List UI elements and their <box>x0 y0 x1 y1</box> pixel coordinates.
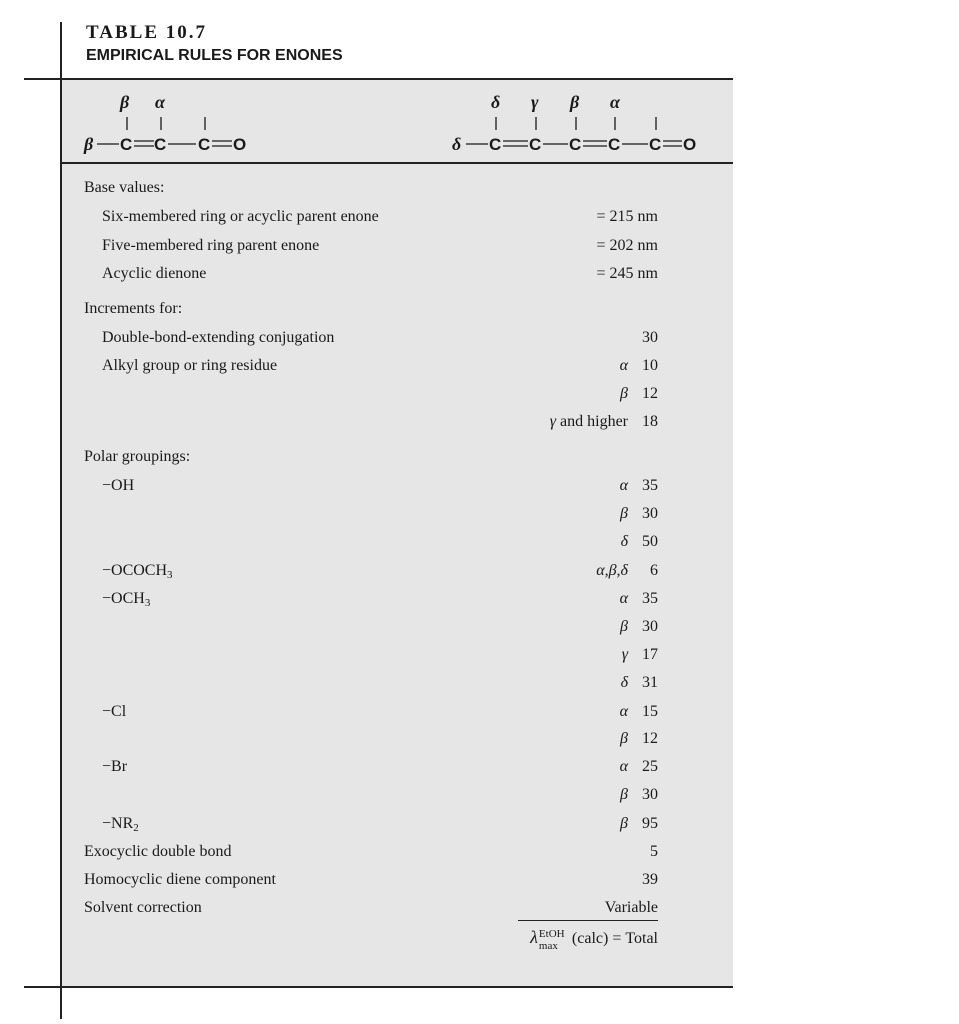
enone-beta-label: β <box>120 92 130 112</box>
row-position: α <box>619 477 628 494</box>
row-value: 17 <box>642 646 658 663</box>
row-position: β <box>620 786 628 803</box>
lambda-symbol: λ <box>530 927 538 947</box>
table-row <box>84 587 658 611</box>
table-row <box>84 234 658 258</box>
dienone-atom-c1: C <box>489 135 502 154</box>
base-values-header: Base values: <box>84 179 165 196</box>
dienone-structure <box>452 84 722 167</box>
row-value: = 245 nm <box>596 265 658 282</box>
row-position: α,β,δ <box>596 562 628 579</box>
enone-atom-c3: C <box>198 135 211 154</box>
enone-alpha-label: α <box>155 92 165 112</box>
table-row <box>84 755 658 779</box>
dienone-alpha-label: α <box>610 92 620 112</box>
table-row <box>84 812 658 836</box>
table-row <box>84 727 658 751</box>
row-value: 39 <box>642 871 658 888</box>
row-value: 31 <box>642 674 658 691</box>
row-label: Acyclic dienone <box>102 265 207 282</box>
row-position: δ <box>620 533 628 550</box>
row-label: Double-bond-extending conjugation <box>102 329 335 346</box>
table-row <box>84 354 658 378</box>
dienone-atom-c4: C <box>608 135 621 154</box>
table-row <box>84 643 658 667</box>
row-position: γ <box>621 646 628 663</box>
table-row <box>84 700 658 724</box>
row-value: = 202 nm <box>596 237 658 254</box>
row-position: α <box>619 357 628 374</box>
row-label: −Cl <box>102 703 127 720</box>
dienone-beta-label: β <box>570 92 580 112</box>
table-number: TABLE 10.7 <box>86 22 208 43</box>
table-row <box>84 326 658 350</box>
row-position: α <box>619 758 628 775</box>
lambda-subscript: max <box>538 940 558 952</box>
dienone-atom-c2: C <box>529 135 542 154</box>
row-value: 35 <box>642 477 658 494</box>
table-row <box>84 783 658 807</box>
row-label: Exocyclic double bond <box>84 843 232 860</box>
total-formula <box>530 925 658 951</box>
row-label: Six-membered ring or acyclic parent enone <box>102 208 379 225</box>
row-value: 30 <box>642 505 658 522</box>
row-position: β <box>620 730 628 747</box>
row-label: $-NR_2$ <box>102 815 139 834</box>
row-value: 15 <box>642 703 658 720</box>
increments-header: Increments for: <box>84 300 183 317</box>
lambda-superscript: EtOH <box>538 928 565 940</box>
row-position: β <box>620 385 628 402</box>
row-value: 50 <box>642 533 658 550</box>
enone-structure <box>84 84 284 167</box>
row-position: β <box>620 815 628 832</box>
table-row <box>84 205 658 229</box>
row-position-suffix: and higher <box>556 413 628 430</box>
table-row <box>84 671 658 695</box>
row-value: 5 <box>650 843 658 860</box>
row-value: 10 <box>642 357 658 374</box>
enone-atom-c2: C <box>154 135 167 154</box>
row-position: β <box>620 618 628 635</box>
dienone-atom-c5: C <box>649 135 662 154</box>
row-value: 95 <box>642 815 658 832</box>
table-row <box>84 868 658 892</box>
total-text: (calc) = Total <box>571 930 658 947</box>
row-value: 18 <box>642 413 658 430</box>
row-label: $-OCOCH_3$ <box>102 562 173 581</box>
table-row <box>84 896 658 920</box>
row-label: −OH <box>102 477 135 494</box>
enone-atom-c1: C <box>120 135 133 154</box>
enone-beta-substituent: β <box>84 134 94 154</box>
enone-atom-o: O <box>233 135 247 154</box>
table-row <box>84 502 658 526</box>
row-value: 25 <box>642 758 658 775</box>
table-row <box>84 410 658 434</box>
table-row <box>84 840 658 864</box>
polar-groupings-header: Polar groupings: <box>84 448 191 465</box>
row-value: Variable <box>604 899 658 916</box>
row-label: Five-membered ring parent enone <box>102 237 320 254</box>
row-value: 30 <box>642 329 658 346</box>
dienone-delta-substituent: δ <box>452 134 462 154</box>
table-row <box>84 530 658 554</box>
row-value: 12 <box>642 730 658 747</box>
row-position: γ <box>549 413 557 430</box>
table-row <box>84 559 658 583</box>
dienone-atom-o: O <box>683 135 697 154</box>
row-value: 30 <box>642 786 658 803</box>
row-position: α <box>619 590 628 607</box>
sum-rule <box>518 920 658 921</box>
row-position: β <box>620 505 628 522</box>
table-title: EMPIRICAL RULES FOR ENONES <box>86 47 343 64</box>
row-value: 35 <box>642 590 658 607</box>
row-label: −Br <box>102 758 128 775</box>
table-row <box>84 262 658 286</box>
row-label: Alkyl group or ring residue <box>102 357 278 374</box>
row-position: δ <box>620 674 628 691</box>
bottom-rule <box>24 986 733 988</box>
row-label: Solvent correction <box>84 899 202 916</box>
dienone-delta-label: δ <box>491 92 501 112</box>
table-row <box>84 382 658 406</box>
row-position: α <box>619 703 628 720</box>
table-row <box>84 474 658 498</box>
row-label: $-OCH_3$ <box>102 590 151 609</box>
row-value: 30 <box>642 618 658 635</box>
row-label: Homocyclic diene component <box>84 871 276 888</box>
row-value: 12 <box>642 385 658 402</box>
dienone-atom-c3: C <box>569 135 582 154</box>
dienone-gamma-label: γ <box>531 92 539 112</box>
row-value: = 215 nm <box>596 208 658 225</box>
table-row <box>84 615 658 639</box>
row-value: 6 <box>650 562 658 579</box>
